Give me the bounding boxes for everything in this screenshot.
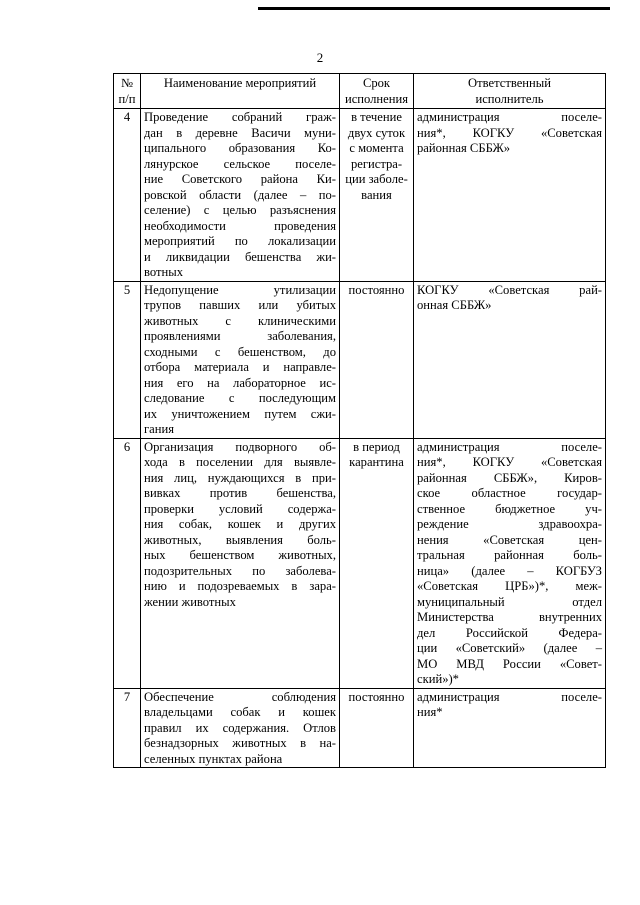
term-cell-line: двух суток — [347, 125, 406, 140]
table-row — [114, 438, 606, 688]
responsible-cell-line: Министерства внутренних — [417, 610, 602, 624]
activity-cell-line: ровской области (далее – по- — [144, 187, 336, 202]
term-cell-line: с момента — [349, 141, 404, 155]
measures-table — [113, 73, 606, 768]
top-rule — [258, 7, 610, 10]
term-cell — [340, 281, 414, 438]
term-cell-line: карантина — [349, 455, 404, 469]
activity-cell-line: подозрительных по заболева- — [144, 563, 336, 578]
activity-cell-line: ния лиц, нуждающихся в при- — [144, 470, 336, 485]
activity-cell-line: дан в деревне Васичи муни- — [144, 125, 336, 140]
responsible-cell-line: администрация поселе- — [417, 689, 602, 704]
header-term — [340, 74, 414, 109]
activity-cell-line: ных бешенством животных, — [144, 548, 336, 562]
activity-cell-line: хода в поселении для выявле- — [144, 455, 336, 469]
responsible-cell-line: онная СББЖ» — [417, 298, 492, 312]
responsible-cell-line: тральная районная боль- — [417, 548, 602, 562]
activity-cell-line: вивках против бешенства, — [144, 486, 336, 500]
term-cell-line: регистра- — [350, 156, 403, 171]
term-cell-line: в период — [353, 439, 400, 454]
responsible-cell-line: районная СББЖ», Киров- — [417, 470, 602, 485]
activity-cell-line: Обеспечение соблюдения — [144, 689, 336, 704]
activity-cell-line: животных с клиническими — [144, 313, 336, 328]
activity-cell-line: Организация подворного об- — [144, 439, 336, 454]
term-cell-line: постоянно — [348, 282, 405, 297]
term-cell — [340, 688, 414, 768]
responsible-cell-line: администрация поселе- — [417, 110, 602, 124]
activity-cell-line: отбора материала и направле- — [144, 360, 336, 374]
row-number: 6 — [114, 438, 141, 688]
activity-cell-line: проверки условий содержа- — [144, 501, 336, 516]
activity-cell — [141, 109, 340, 282]
responsible-cell-line: ния*, КОГКУ «Советская — [417, 455, 602, 469]
header-responsible — [414, 74, 606, 109]
activity-cell — [141, 281, 340, 438]
table-row — [114, 688, 606, 768]
term-cell — [340, 438, 414, 688]
responsible-cell-line: администрация поселе- — [417, 439, 602, 454]
term-cell — [340, 109, 414, 282]
table-header-row — [114, 74, 606, 109]
responsible-cell-line: КОГКУ «Советская рай- — [417, 282, 602, 297]
header-text: исполнитель — [475, 91, 544, 106]
row-number: 5 — [114, 281, 141, 438]
term-cell-line: в течение — [351, 110, 402, 124]
responsible-cell-line: ции «Советский» (далее – — [417, 641, 602, 655]
row-number: 7 — [114, 688, 141, 768]
activity-cell-line: лянурское сельское поселе- — [144, 156, 336, 171]
activity-cell-line: ципального образования Ко- — [144, 141, 336, 155]
activity-cell-line: проявлениями заболевания, — [144, 329, 336, 343]
responsible-cell-line: дел Российской Федера- — [417, 625, 602, 640]
responsible-cell-line: ния* — [417, 705, 443, 719]
activity-cell-line: сходными с бешенством, до — [144, 344, 336, 359]
activity-cell-line: нию и подозреваемых в зара- — [144, 579, 336, 593]
term-cell-line: вания — [361, 187, 392, 202]
activity-cell-line: животных, выявления боль- — [144, 532, 336, 547]
activity-cell — [141, 438, 340, 688]
header-text: Наименование мероприятий — [163, 76, 317, 90]
table-row — [114, 109, 606, 282]
responsible-cell — [414, 688, 606, 768]
responsible-cell-line: ское областное государ- — [417, 486, 602, 500]
activity-cell-line: жении животных — [144, 594, 236, 609]
page-number: 2 — [316, 50, 324, 65]
responsible-cell-line: ница» (далее – КОГБУЗ — [417, 563, 602, 578]
activity-cell — [141, 688, 340, 768]
activity-cell-line: правил их содержания. Отлов — [144, 720, 336, 735]
activity-cell-line: следование с последующим — [144, 391, 336, 405]
responsible-cell — [414, 109, 606, 282]
activity-cell-line: селение) с целью разъяснения — [144, 203, 336, 217]
responsible-cell-line: МО МВД России «Совет- — [417, 656, 602, 671]
header-activity — [141, 74, 340, 109]
header-text: Ответственный — [468, 76, 551, 90]
responsible-cell-line: ния*, КОГКУ «Советская — [417, 125, 602, 140]
activity-cell-line: трупов павших или убитых — [144, 298, 336, 312]
activity-cell-line: владельцами собак и кошек — [144, 705, 336, 719]
activity-cell-line: ния собак, кошек и других — [144, 517, 336, 531]
activity-cell-line: ние Советского района Ки- — [144, 172, 336, 186]
responsible-cell-line: ственное бюджетное уч- — [417, 501, 602, 516]
activity-cell-line: Недопущение утилизации — [144, 282, 336, 297]
activity-cell-line: ния его на лабораторное ис- — [144, 375, 336, 390]
activity-cell-line: необходимости проведения — [144, 218, 336, 233]
responsible-cell-line: нения «Советская цен- — [417, 532, 602, 547]
header-text: № — [120, 76, 134, 90]
activity-cell-line: мероприятий по локализации — [144, 234, 336, 248]
activity-cell-line: селенных пунктах района — [144, 751, 283, 766]
activity-cell-line: безнадзорных животных в на- — [144, 736, 336, 750]
responsible-cell — [414, 438, 606, 688]
term-cell-line: постоянно — [348, 689, 405, 704]
header-text: п/п — [118, 91, 136, 106]
activity-cell-line: и ликвидации бешенства жи- — [144, 249, 336, 264]
activity-cell-line: их уничтожением путем сжи- — [144, 406, 336, 421]
responsible-cell-line: реждение здравоохра- — [417, 517, 602, 531]
activity-cell-line: вотных — [144, 265, 183, 279]
header-text: исполнения — [344, 91, 409, 106]
responsible-cell — [414, 281, 606, 438]
header-text: Срок — [362, 76, 391, 90]
term-cell-line: ции заболе- — [345, 172, 408, 186]
header-num — [114, 74, 141, 109]
responsible-cell-line: «Советская ЦРБ»)*, меж- — [417, 579, 602, 593]
row-number: 4 — [114, 109, 141, 282]
responsible-cell-line: муниципальный отдел — [417, 594, 602, 609]
responsible-cell-line: районная СББЖ» — [417, 141, 511, 155]
activity-cell-line: гания — [144, 422, 175, 436]
activity-cell-line: Проведение собраний граж- — [144, 110, 336, 124]
table-row — [114, 281, 606, 438]
responsible-cell-line: ский»)* — [417, 672, 459, 686]
